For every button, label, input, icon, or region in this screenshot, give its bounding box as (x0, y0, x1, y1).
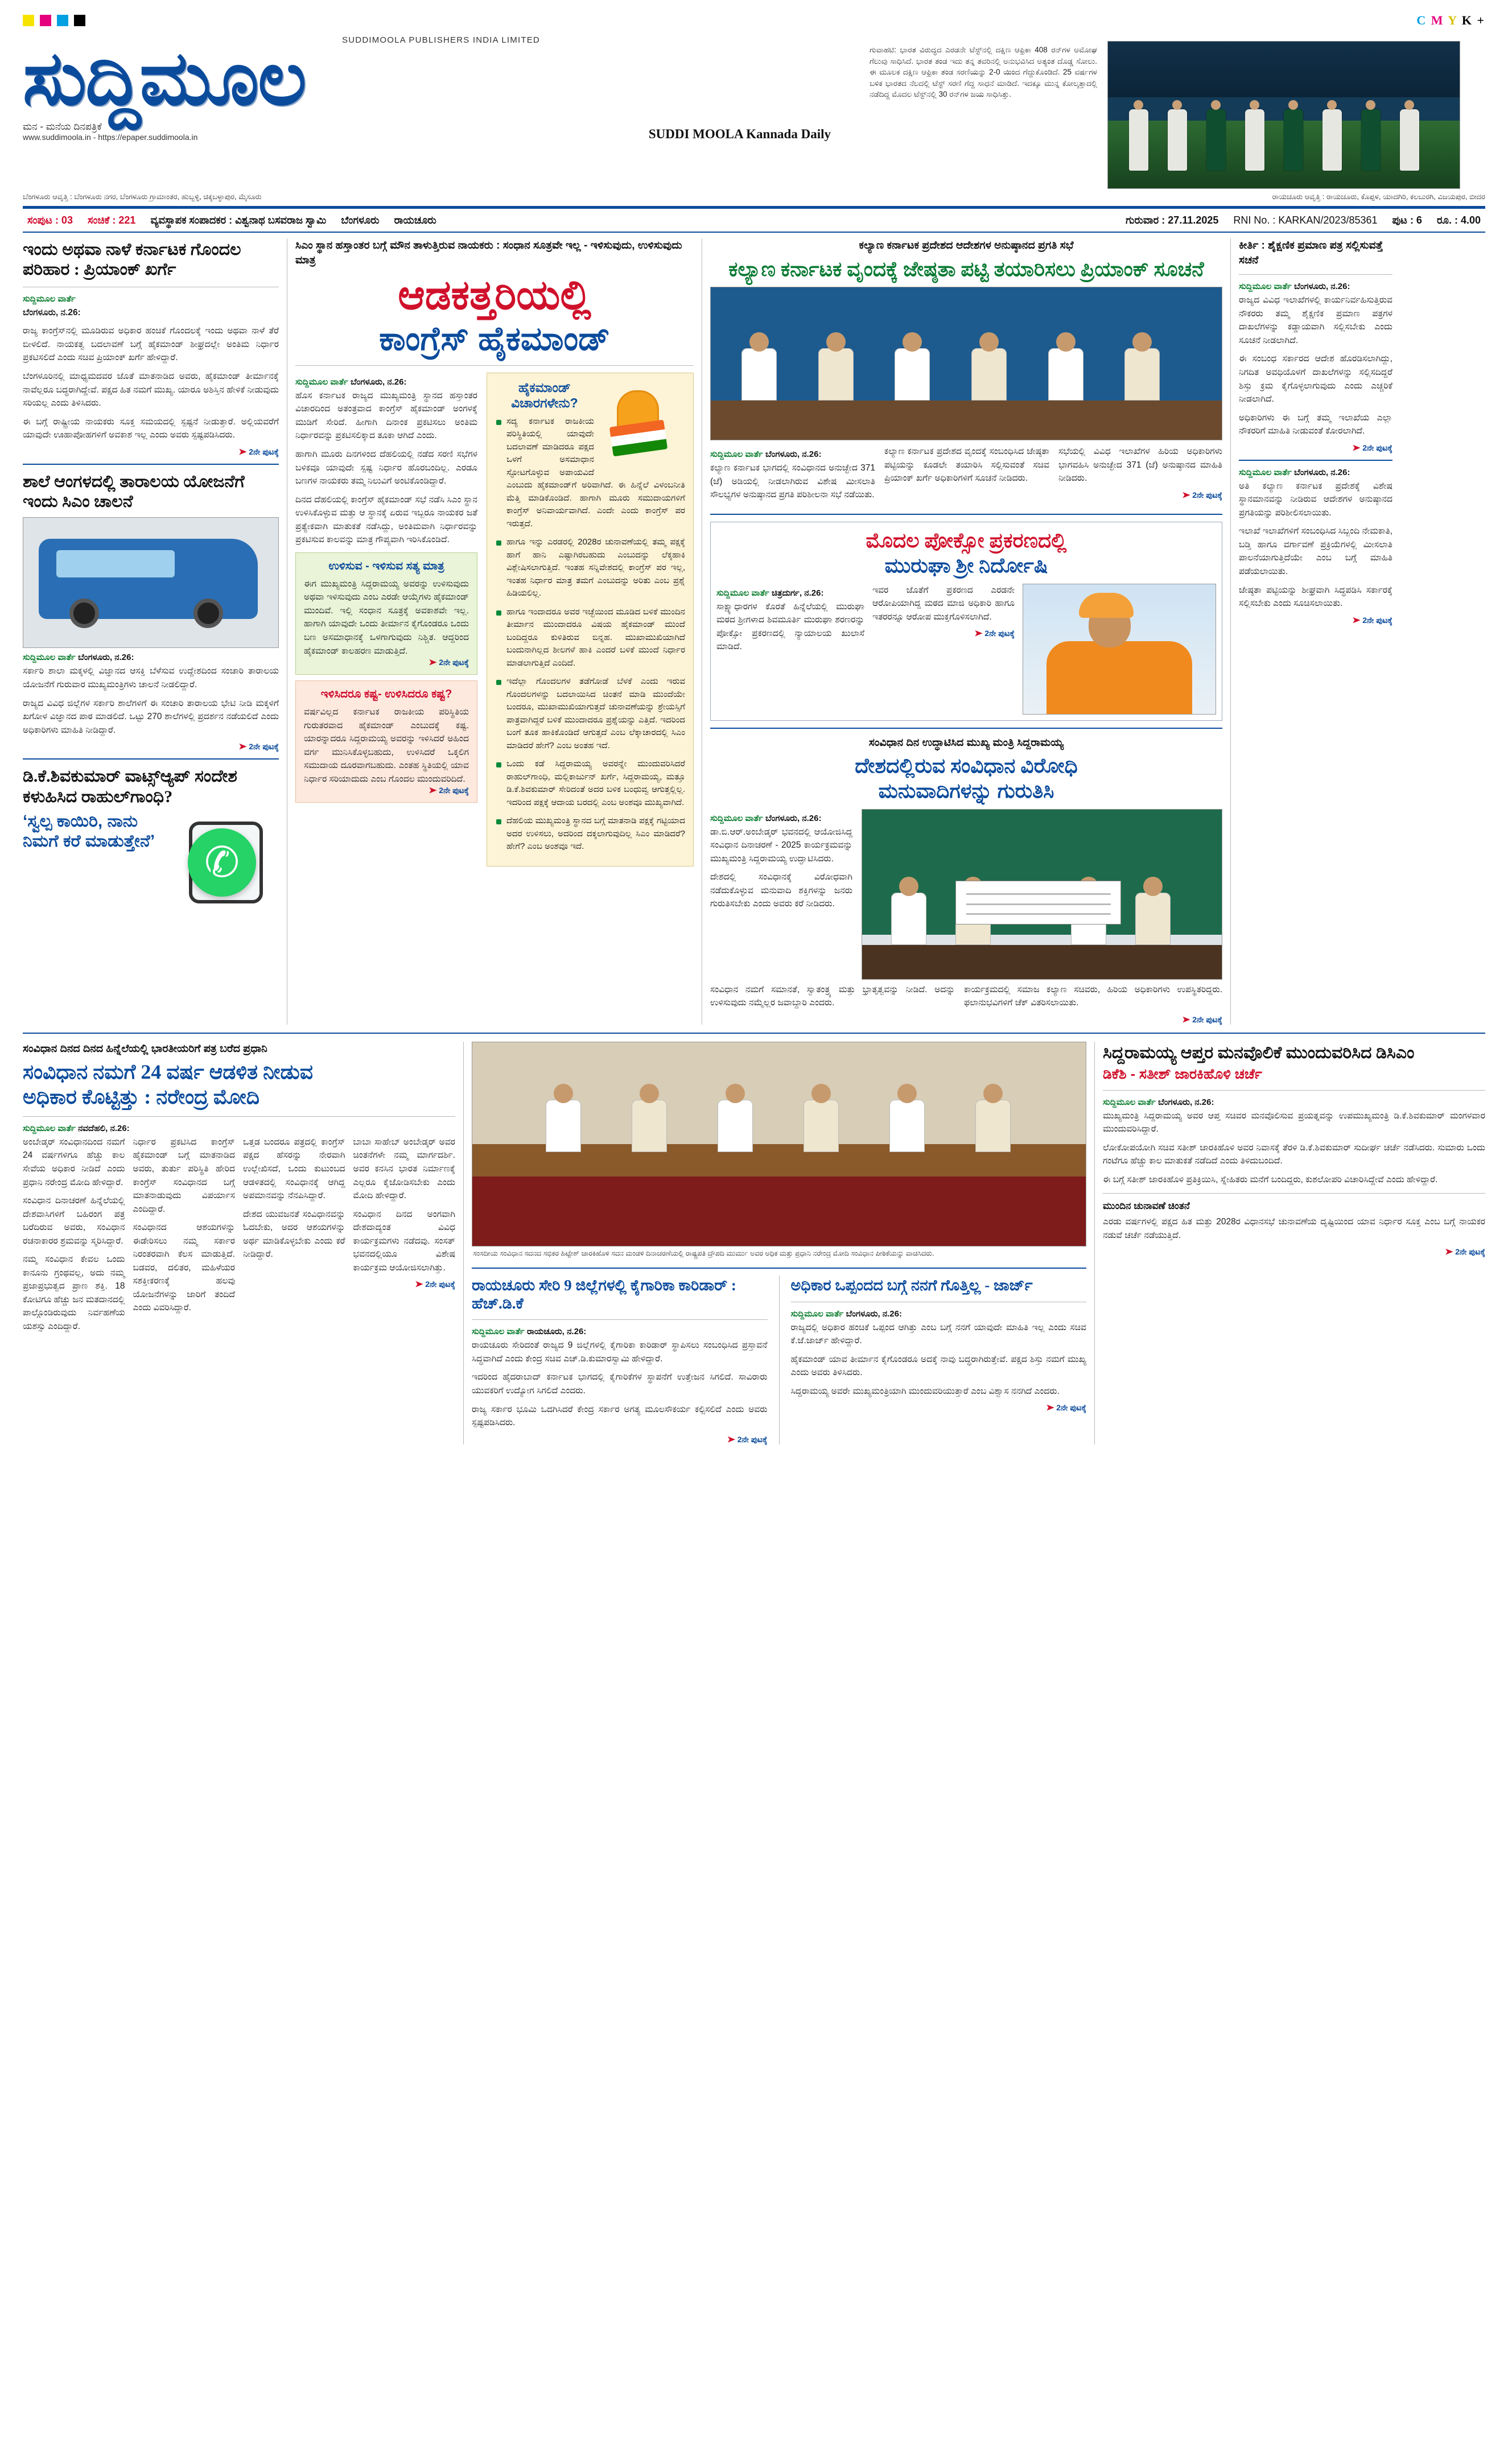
subheadline: ಡಿಕೆಶಿ - ಸತೀಶ್ ಜಾರಕಿಹೊಳಿ ಚರ್ಚೆ (1103, 1066, 1262, 1083)
paragraph: ಕಲ್ಯಾಣ ಕರ್ನಾಟಕ ಭಾಗದಲ್ಲಿ ಸಂವಿಧಾನದ ಅನುಚ್ಛೇದ 371 (ಜೆ) ಅಡಿಯಲ್ಲಿ ನೀಡಲಾಗಿರುವ ವಿಶೇಷ ಮೀಸಲಾತಿ ಸೌಲಭ್ಯಗಳ ಅನುಷ್ಠಾನದ ಪ್ರಗತಿ ಪರಿಶೀಲನಾ ಸಭೆ ನಡೆಯಿತು. (710, 463, 875, 500)
headline-line2: ಮನುವಾದಿಗಳನ್ನು ಗುರುತಿಸಿ (878, 779, 1054, 802)
dateline: ಬೆಂಗಳೂರು, ನ.26: (23, 307, 81, 317)
issue-date: ಗುರುವಾರ : 27.11.2025 (1126, 214, 1219, 226)
box-ilisidaru-kashta (295, 680, 477, 803)
cmyk-label (1416, 13, 1485, 28)
story-dks-persuasion (1103, 1042, 1485, 1444)
volume-label: ಸಂಪುಟ : 03 (27, 214, 73, 226)
continue-link[interactable]: ➤ 2ನೇ ಪುಟಕ್ಕೆ (1046, 1403, 1086, 1413)
column-2-lead (295, 238, 694, 1025)
paragraph: ಸಂವಿಧಾನ ನಮಗೆ ಸಮಾನತೆ, ಸ್ವಾತಂತ್ರ್ಯ ಮತ್ತು ಭ್ರಾತೃತ್ವವನ್ನು ನೀಡಿದೆ. ಅದನ್ನು ಉಳಿಸುವುದು ನಮ್ಮೆಲ್ಲರ ಜವಾಬ್ದಾರಿ ಎಂದರು. (710, 984, 955, 1008)
masthead-side-story: ಗುವಾಹಟಿ: ಭಾರತ ವಿರುದ್ಧದ ಎರಡನೇ ಟೆಸ್ಟ್‌ನಲ್ಲಿ ದಕ್ಷಿಣ ಆಫ್ರಿಕಾ 408 ರನ್‌ಗಳ ಅಮೋಘ ಗೆಲುವು ಸಾಧಿಸಿದೆ. ಭಾರತ ತಂಡ ಇದು ತನ್ನ ತವರಿನಲ್ಲಿ ಅನುಭವಿಸಿದ ಅತ್ಯಂತ ದೊಡ್ಡ ಸೋಲು. ಈ ಮೂಲಕ ದಕ್ಷಿಣ ಆಫ್ರಿಕಾ ತಂಡ ಸರಣಿಯನ್ನು 2-0 ಯಿಂದ ಗೆದ್ದುಕೊಂಡಿದೆ. 25 ವರ್ಷಗಳ ಬಳಿಕ ಭಾರತದ ನೆಲದಲ್ಲಿ ಟೆಸ್ಟ್ ಸರಣಿ ಗೆದ್ದ ಸಾಧನೆ ಮಾಡಿದೆ. ಇದಕ್ಕೂ ಮುನ್ನ ಕೋಲ್ಕತ್ತಾದಲ್ಲಿ ನಡೆದಿದ್ದ ಮೊದಲ ಟೆಸ್ಟ್‌ನಲ್ಲಿ 30 ರನ್‌ಗಳ ಜಯ ಸಾಧಿಸಿತ್ತು. (870, 46, 1097, 99)
headline: ಅಧಿಕಾರ ಒಪ್ಪಂದದ ಬಗ್ಗೆ ನನಗೆ ಗೊತ್ತಿಲ್ಲ - ಜಾರ್ಜ್ (790, 1276, 1033, 1294)
photo-person (818, 348, 854, 401)
box-text: ವರ್ಷವಿಲ್ಲದ ಕರ್ನಾಟಕ ರಾಜಕೀಯ ಪರಿಸ್ಥಿತಿಯ ಗುರುತರವಾದ ಹೈಕಮಾಂಡ್ ಎಂಬುದಕ್ಕೆ ಕಷ್ಟ. ಯಾರನ್ನಾದರೂ ಸಿದ್ದರಾಮಯ್ಯ ಅವರನ್ನು ಇಳಿಸಿದರೆ ಅಹಿಂದ ವರ್ಗ ಮುನಿಸಿಕೊಳ್ಳಬಹುದು, ಉಳಿಸಿದರೆ ಒಕ್ಕಲಿಗ ಸಮುದಾಯ ದೂರವಾಗಬಹುದು. ಎಂತಹ ಸ್ಥಿತಿಯಲ್ಲಿ ಯಾವ ನಿರ್ಧಾರ ಸರಿಯಾದುದು ಎಂಬ ಗೊಂದಲ ಮುಂದುವರಿದಿದೆ. (304, 707, 469, 784)
text-col (23, 1136, 125, 1339)
reg-mark-cyan (57, 15, 68, 26)
headline-line2: ಅಧಿಕಾರ ಕೊಟ್ಟಿತ್ತು : ನರೇಂದ್ರ ಮೋದಿ (23, 1086, 260, 1109)
story-priyank-gondala (23, 240, 279, 457)
headline-line1: ಮೊದಲ ಪೋಕ್ಸೋ ಪ್ರಕರಣದಲ್ಲಿ (866, 529, 1067, 552)
lead-headline-line2: ಕಾಂಗ್ರೆಸ್ ಹೈಕಮಾಂಡ್ (379, 320, 610, 358)
story-kalyana-karnataka (710, 238, 1222, 507)
text-col (133, 1136, 236, 1339)
kicker: ಕಲ್ಯಾಣ ಕರ್ನಾಟಕ ಪ್ರದೇಶದ ಆದೇಶಗಳ ಅನುಷ್ಠಾನದ ಪ್ರಗತಿ ಸಭೆ (859, 240, 1074, 251)
photo-player (1361, 109, 1381, 171)
photo-player (1284, 109, 1303, 171)
photo-person (741, 348, 777, 401)
headline-line1: ದೇಶದಲ್ಲಿರುವ ಸಂವಿಧಾನ ವಿರೋಧಿ (855, 754, 1078, 778)
van-window (56, 550, 175, 577)
continue-link[interactable]: ➤ 2ನೇ ಪುಟಕ್ಕೆ (975, 629, 1015, 638)
masthead-english-name: SUDDI MOOLA Kannada Daily (648, 127, 831, 141)
paragraph: ಜೇಷ್ಠತಾ ಪಟ್ಟಿಯನ್ನು ಶೀಘ್ರವಾಗಿ ಸಿದ್ಧಪಡಿಸಿ ಸರ್ಕಾರಕ್ಕೆ ಸಲ್ಲಿಸಬೇಕು ಎಂದು ಸೂಚಿಸಲಾಯಿತು. (1239, 585, 1392, 609)
headline: ಸಿದ್ದರಾಮಯ್ಯ ಆಪ್ತರ ಮನವೊಲಿಕೆ ಮುಂದುವರಿಸಿದ ಡಿಸಿಎಂ (1103, 1043, 1415, 1062)
kicker: ಸಂವಿಧಾನ ದಿನ ಉದ್ಧಾಟಿಸಿದ ಮುಖ್ಯ ಮಂತ್ರಿ ಸಿದ್ದರಾಮಯ್ಯ (868, 736, 1064, 749)
photo-stage (862, 945, 1222, 979)
swamiji-portrait (1023, 584, 1216, 714)
paragraph: ರಾಜ್ಯದ ವಿವಿಧ ಇಲಾಖೆಗಳಲ್ಲಿ ಕಾರ್ಯನಿರ್ವಹಿಸುತ್ತಿರುವ ನೌಕರರು ತಮ್ಮ ಶೈಕ್ಷಣಿಕ ಪ್ರಮಾಣ ಪತ್ರಗಳ ದಾಖಲೆಗಳನ್ನು ಕಡ್ಡಾಯವಾಗಿ ಸಲ್ಲಿಸಬೇಕು ಎಂದು ಸೂಚನೆ ನೀಡಲಾಗಿದೆ. (1239, 295, 1392, 345)
continue-link[interactable]: ➤ 2ನೇ ಪುಟಕ್ಕೆ (727, 1434, 768, 1444)
photo-person (718, 1100, 753, 1152)
story-mobile-planetarium (23, 472, 279, 752)
cmyk-k: K (1461, 13, 1473, 27)
paragraph: ಈ ಸಂಬಂಧ ಸರ್ಕಾರದ ಆದೇಶ ಹೊರಡಿಸಲಾಗಿದ್ದು, ನಿಗದಿತ ಅವಧಿಯೊಳಗೆ ದಾಖಲೆಗಳನ್ನು ಸಲ್ಲಿಸದಿದ್ದರೆ ಶಿಸ್ತು ಕ್ರಮ ಕೈಗೊಳ್ಳಲಾಗುವುದು ಎಂದು ಎಚ್ಚರಿಕೆ ನೀಡಲಾಗಿದೆ. (1239, 354, 1392, 405)
cmyk-m: M (1431, 13, 1444, 27)
newspaper-logo: ಸುದ್ದಿಮೂಲ (23, 37, 306, 121)
box-ulisuva-ilisuva (295, 552, 477, 675)
byline: ಸುದ್ದಿಮೂಲ ವಾರ್ತೆ ಬೆಂಗಳೂರು, ನ.26: (1239, 467, 1350, 477)
continue-link[interactable]: ➤ 2ನೇ ಪುಟಕ್ಕೆ (415, 1280, 455, 1289)
van-wheel (69, 599, 99, 628)
edition-left: ಬೆಂಗಳೂರು ಆವೃತ್ತಿ : ಬೆಂಗಳೂರು ನಗರ, ಬೆಂಗಳೂರು ಗ್ರಾಮಾಂತರ, ಹುಬ್ಬಳ್ಳಿ, ಚಿಕ್ಕಬಳ್ಳಾಪುರ, ಮೈಸೂರು (23, 192, 262, 201)
headline: ರಾಯಚೂರು ಸೇರಿ 9 ಜಿಲ್ಲೆಗಳಲ್ಲಿ ಕೈಗಾರಿಕಾ ಕಾರಿಡಾರ್ : ಹೆಚ್.ಡಿ.ಕೆ (472, 1276, 736, 1312)
paragraph (23, 306, 279, 320)
masthead-logo-block (23, 35, 859, 142)
paragraph: ಸಿದ್ದರಾಮಯ್ಯ ಅವರೇ ಮುಖ್ಯಮಂತ್ರಿಯಾಗಿ ಮುಂದುವರಿಯುತ್ತಾರೆ ಎಂಬ ವಿಶ್ವಾಸ ನನಗಿದೆ ಎಂದರು. (790, 1386, 1060, 1396)
byline: ಸುದ್ದಿಮೂಲ ವಾರ್ತೆ ಬೆಂಗಳೂರು, ನ.26: (23, 653, 134, 663)
paragraph: ಇದರಿಂದ ಹೈದರಾಬಾದ್ ಕರ್ನಾಟಕ ಭಾಗದಲ್ಲಿ ಕೈಗಾರಿಕೆಗಳ ಸ್ಥಾಪನೆಗೆ ಉತ್ತೇಜನ ಸಿಗಲಿದೆ. ಸಾವಿರಾರು ಯುವಕರಿಗೆ ಉದ್ಯೋಗ ಸಿಗಲಿದೆ ಎಂದರು. (472, 1372, 768, 1396)
paragraph: ರಾಜ್ಯದ ವಿವಿಧ ಜಿಲ್ಲೆಗಳ ಸರ್ಕಾರಿ ಶಾಲೆಗಳಿಗೆ ಈ ಸಂಚಾರಿ ತಾರಾಲಯ ಭೇಟಿ ನೀಡಿ ಮಕ್ಕಳಿಗೆ ಖಗೋಳ ವಿಜ್ಞಾನದ ಪಾಠ ಮಾಡಲಿದೆ. ಒಟ್ಟು 270 ಶಾಲೆಗಳಲ್ಲಿ ಪ್ರದರ್ಶನ ನಡೆಯಲಿದೆ ಎಂದು ಅಧಿಕಾರಿಗಳು ಮಾಹಿತಿ ನೀಡಿದ್ದಾರೆ. (23, 698, 279, 735)
continue-link[interactable]: ➤ 2ನೇ ಪುಟಕ್ಕೆ (1353, 615, 1392, 625)
byline: ಸುದ್ದಿಮೂಲ ವಾರ್ತೆ ಬೆಂಗಳೂರು, ನ.26: (1103, 1097, 1214, 1107)
turban (1079, 593, 1134, 618)
masthead-website[interactable]: www.suddimoola.in - https://epaper.suddimoola.in (23, 133, 198, 142)
paragraph: ದೇಶದ ಯುವಜನತೆ ಸಂವಿಧಾನವನ್ನು ಓದಬೇಕು, ಅದರ ಆಶಯಗಳನ್ನು ಅರ್ಥ ಮಾಡಿಕೊಳ್ಳಬೇಕು ಎಂದು ಕರೆ ನೀಡಿದ್ದಾರೆ. (243, 1209, 345, 1260)
reg-mark-magenta (40, 15, 51, 26)
reg-mark-black (74, 15, 85, 26)
headline-line2: ಮುರುಘಾ ಶ್ರೀ ನಿರ್ದೋಷಿ (884, 554, 1048, 577)
van-body (39, 539, 258, 619)
story-george-no-agreement (791, 1276, 1087, 1444)
photo-seats (472, 1177, 1086, 1246)
print-registration-strip (19, 0, 1489, 33)
paragraph: ರಾಜ್ಯ ಸರ್ಕಾರ ಭೂಮಿ ಒದಗಿಸಿದರೆ ಕೇಂದ್ರ ಸರ್ಕಾರ ಅಗತ್ಯ ಮೂಲಸೌಕರ್ಯ ಕಲ್ಪಿಸಲಿದೆ ಎಂದು ಅವರು ಸ್ಪಷ್ಟಪಡಿಸಿದರು. (472, 1404, 768, 1428)
cmyk-c: C (1416, 13, 1427, 27)
paragraph: ಅಂಬೇಡ್ಕರ್ ಸಂವಿಧಾನದಿಂದ ನಮಗೆ 24 ವರ್ಷಗಳಿಗೂ ಹೆಚ್ಚು ಕಾಲ ಸೇವೆಯ ಅಧಿಕಾರ ನೀಡಿದೆ ಎಂದು ಪ್ರಧಾನಿ ನರೇಂದ್ರ ಮೋದಿ ಹೇಳಿದ್ದಾರೆ. (23, 1137, 125, 1187)
list-item: ದೆಹಲಿಯ ಮುಖ್ಯಮಂತ್ರಿ ಸ್ಥಾನದ ಬಗ್ಗೆ ಮಾತನಾಡಿ ಪಕ್ಷಕ್ಕೆ ಗಟ್ಟಿಯಾದ ಅದರ ಉಳಿಸಲು, ಅದರಿಂದ ದಕ್ಕಲಾಗುವುದಿಲ್ಲ ಸಿಎಂ ಮಾಡಿದರೆ? ಹೇಗೆ? ಎಂಬ ಅಂಶವೂ ಇದೆ. (495, 815, 685, 853)
parliament-photo (472, 1042, 1086, 1247)
bottom-middle (472, 1042, 1086, 1444)
photo-player (1245, 109, 1264, 171)
list-item: ಹಾಗೂ ಇಂದಾದರೂ ಅವರ ಇಚ್ಛೆಯಿಂದ ಮೂಡಿದ ಬಳಿಕೆ ಮುಂದಿನ ತೀರ್ಮಾನ ಮುಂದಾದರೂ ವಿಷಯ ಹೈಕಮಾಂಡ್ ಮುಂದೆ ಬಂದಿದ್ದರೂ ಕುಳಿತಿರುವ ಬಿನ್ನಹ. ಮುಖಾಮುಖಿಯಾಗಿದೆ ಬಂದುನಾಗಿಲ್ಲದ ಶೀಲಗಳೆ ಹಾಕಿ ಎಂದರೆ ಬಳಿಕೆ ಮುಂದೆ ನಿರ್ಧಾರ ಮಾಡಲಾಗುತ್ತಿದೆ ಎಂದಿದೆ. (495, 606, 685, 670)
paragraph: ಸಭೆಯಲ್ಲಿ ವಿವಿಧ ಇಲಾಖೆಗಳ ಹಿರಿಯ ಅಧಿಕಾರಿಗಳು ಭಾಗವಹಿಸಿ ಅನುಚ್ಛೇದ 371 (ಜೆ) ಅನುಷ್ಠಾನದ ಮಾಹಿತಿ ನೀಡಿದರು. (1058, 447, 1222, 484)
byline: ಸುದ್ದಿಮೂಲ ವಾರ್ತೆ ಬೆಂಗಳೂರು, ನ.26: (790, 1309, 902, 1319)
pull-quote: ‘ಸ್ವಲ್ಪ ಕಾಯಿರಿ, ನಾನು ನಿಮಗೆ ಕರೆ ಮಾಡುತ್ತೇನೆ’ (23, 812, 155, 851)
byline (23, 294, 279, 304)
byline: ಸುದ್ದಿಮೂಲ ವಾರ್ತೆ ಚಿತ್ರದುರ್ಗ, ನ.26: (716, 588, 824, 598)
box-highcommand-reasons (487, 373, 694, 866)
issue-info-bar (23, 208, 1485, 233)
editor-label: ವ್ಯವಸ್ಥಾಪಕ ಸಂಪಾದಕರ : ವಿಶ್ವನಾಥ ಬಸವರಾಜ ಸ್ವಾಮಿ (150, 214, 327, 226)
photo-person (895, 348, 930, 401)
continue-link[interactable]: ➤ 2ನೇ ಪುಟಕ್ಕೆ (1182, 1014, 1222, 1024)
text-col (243, 1136, 345, 1339)
paragraph: ಮುಖ್ಯಮಂತ್ರಿ ಸಿದ್ದರಾಮಯ್ಯ ಅವರ ಆಪ್ತ ಸಚಿವರ ಮನವೊಲಿಸುವ ಪ್ರಯತ್ನವನ್ನು ಉಪಮುಖ್ಯಮಂತ್ರಿ ಡಿ.ಕೆ.ಶಿವಕುಮಾರ್ ಮಂಗಳವಾರ ಮುಂದುವರಿಸಿದ್ದಾರೆ. (1103, 1111, 1485, 1134)
byline: ಸುದ್ದಿಮೂಲ ವಾರ್ತೆ ಬೆಂಗಳೂರು, ನ.26: (710, 813, 822, 823)
list-item: ಹಾಗೂ ಇನ್ನು ಎರಡರಲ್ಲಿ 2028ರ ಚುನಾವಣೆಯಲ್ಲಿ ತಮ್ಮ ಪಕ್ಷಕ್ಕೆ ಹಾಗೆ ಹಾನಿ ಎಷ್ಟಾಗಿರಬಹುದು ಎಂಬುದನ್ನು ಲೆಕ್ಕಹಾಕಿ ವಿಶ್ಲೇಷಿಸಲಾಗುತ್ತಿದೆ. ಇಂತಹ ಸನ್ನಿವೇಶದಲ್ಲಿ ಕಾಂಗ್ರೆಸ್ ಪರ ಇಲ್ಲ, ಇಂತಹ ನಿರ್ಧಾರ ಮಾತ್ರ ತಮಗೆ ಎಂಬುದನ್ನು ಅರಿತು ಎಂಬ ಪ್ರಶ್ನೆ ಹಿಡಿಯಲಿಲ್ಲ. (495, 536, 685, 600)
whatsapp-illustration (165, 811, 279, 914)
lead-headline-line1: ಆಡಕತ್ತರಿಯಲ್ಲಿ (398, 273, 591, 319)
continue-link[interactable]: ➤ 2ನೇ ಪುಟಕ್ಕೆ (239, 447, 279, 456)
headline-line1: ಸಂವಿಧಾನ ನಮಗೆ 24 ವರ್ಷ ಆಡಳಿತ ನೀಡುವ (23, 1060, 313, 1084)
paragraph: ರಾಯಚೂರು ಸೇರಿದಂತೆ ರಾಜ್ಯದ 9 ಜಿಲ್ಲೆಗಳಲ್ಲಿ ಕೈಗಾರಿಕಾ ಕಾರಿಡಾರ್ ಸ್ಥಾಪಿಸಲು ಸಂಬಂಧಿಸಿದ ಪ್ರಸ್ತಾವನೆ ಸಿದ್ಧವಾಗಿದೆ ಎಂದು ಕೇಂದ್ರ ಸಚಿವ ಎಚ್.ಡಿ.ಕುಮಾರಸ್ವಾಮಿ ಹೇಳಿದ್ದಾರೆ. (472, 1340, 768, 1364)
van-wheel (193, 599, 223, 628)
lead-kicker: ಸಿಎಂ ಸ್ಥಾನ ಹಸ್ತಾಂತರ ಬಗ್ಗೆ ಮೌನ ತಾಳುತ್ತಿರುವ ನಾಯಕರು : ಸಂಧಾನ ಸೂತ್ರವೇ ಇಲ್ಲ - ಇಳಿಸುವುದು, ಉಳಿಸುವುದು ಮಾತ್ರ (295, 240, 682, 266)
paragraph: ಬೆಂಗಳೂರಿನಲ್ಲಿ ಮಾಧ್ಯಮದವರ ಜೊತೆ ಮಾತನಾಡಿದ ಅವರು, ಹೈಕಮಾಂಡ್ ತೀರ್ಮಾನಕ್ಕೆ ನಾವೆಲ್ಲರೂ ಬದ್ಧರಾಗಿದ್ದೇವೆ. ಪಕ್ಷದ ಹಿತ ನಮಗೆ ಮುಖ್ಯ. ಯಾರೂ ಅಶಿಸ್ತಿನ ಹೇಳಿಕೆ ನೀಡುವುದು ಸರಿಯಲ್ಲ ಎಂದು ತಿಳಿಸಿದರು. (23, 371, 279, 408)
byline: ಸುದ್ದಿಮೂಲ ವಾರ್ತೆ ರಾಯಚೂರು, ನ.26: (472, 1327, 587, 1337)
paragraph: ಲೋಕೋಪಯೋಗಿ ಸಚಿವ ಸತೀಶ್ ಜಾರಕಿಹೊಳಿ ಅವರ ನಿವಾಸಕ್ಕೆ ತೆರಳಿ ಡಿ.ಕೆ.ಶಿವಕುಮಾರ್ ಸುದೀರ್ಘ ಚರ್ಚೆ ನಡೆಸಿದರು. ಸುಮಾರು ಒಂದು ಗಂಟೆಗೂ ಹೆಚ್ಚು ಕಾಲ ಮಾತುಕತೆ ನಡೆದಿದೆ ಎಂದು ತಿಳಿದುಬಂದಿದೆ. (1103, 1142, 1485, 1166)
paragraph: ಹೈಕಮಾಂಡ್ ಯಾವ ತೀರ್ಮಾನ ಕೈಗೊಂಡರೂ ಅದಕ್ಕೆ ನಾವು ಬದ್ಧರಾಗಿರುತ್ತೇವೆ. ಪಕ್ಷದ ಶಿಸ್ತು ನಮಗೆ ಮುಖ್ಯ ಎಂದು ಅವರು ತಿಳಿಸಿದರು. (790, 1354, 1086, 1378)
cmyk-y: Y (1448, 13, 1458, 27)
city-bengaluru: ಬೆಂಗಳೂರು (341, 214, 380, 226)
reg-mark-yellow (23, 15, 34, 26)
photo-crowd (1108, 42, 1460, 100)
paragraph: ಹಾಗಾಗಿ ಮೂರು ದಿನಗಳಿಂದ ದೆಹಲಿಯಲ್ಲಿ ನಡೆದ ಸರಣಿ ಸಭೆಗಳ ಬಳಿಕವೂ ಯಾವುದೇ ಸ್ಪಷ್ಟ ನಿರ್ಧಾರ ಹೊರಬಂದಿಲ್ಲ. ಎರಡೂ ಬಣಗಳ ನಾಯಕರು ತಮ್ಮ ನಿಲುವಿಗೆ ಅಂಟಿಕೊಂಡಿದ್ದಾರೆ. (295, 449, 477, 486)
headline: ಡಿ.ಕೆ.ಶಿವಕುಮಾರ್ ವಾಟ್ಸ್‌ಆ್ಯಪ್ ಸಂದೇಶ ಕಳುಹಿಸಿದ ರಾಹುಲ್‌ಗಾಂಧಿ? (23, 767, 237, 806)
paragraph: ಸಂವಿಧಾನ ದಿನದ ಅಂಗವಾಗಿ ದೇಶದಾದ್ಯಂತ ವಿವಿಧ ಕಾರ್ಯಕ್ರಮಗಳು ನಡೆದವು. ಸಂಸತ್ ಭವನದಲ್ಲಿಯೂ ವಿಶೇಷ ಕಾರ್ಯಕ್ರಮ ಆಯೋಜಿಸಲಾಗಿತ್ತು. (353, 1209, 455, 1273)
paragraph: ದಿನದ ದೆಹಲಿಯಲ್ಲಿ ಕಾಂಗ್ರೆಸ್ ಹೈಕಮಾಂಡ್ ಸಭೆ ನಡೆಸಿ ಸಿಎಂ ಸ್ಥಾನ ಉಳಿಸಿಕೊಳ್ಳುವ ಮತ್ತು ಆ ಸ್ಥಾನಕ್ಕೆ ಏರುವ ಇಬ್ಬರೂ ನಾಯಕರ ಜತೆ ಪ್ರತ್ಯೇಕವಾಗಿ ಮಾತುಕತೆ ನಡೆಸಿದ್ದು, ಅಂತಿಮವಾಗಿ ನಿರ್ಧಾರವನ್ನು ಪ್ರಕಟಿಸುವ ಕಾಲವನ್ನು ಮಾತ್ರ ಗೌಪ್ಯವಾಗಿ ಇರಿಸಿಕೊಂಡಿದೆ. (295, 494, 477, 545)
paragraph: ಕಲ್ಯಾಣ ಕರ್ನಾಟಕ ಪ್ರದೇಶದ ವೃಂದಕ್ಕೆ ಸಂಬಂಧಿಸಿದ ಜೇಷ್ಠತಾ ಪಟ್ಟಿಯನ್ನು ಕೂಡಲೇ ತಯಾರಿಸಿ ಸಲ್ಲಿಸುವಂತೆ ಸಚಿವ ಪ್ರಿಯಾಂಕ್ ಖರ್ಗೆ ಅಧಿಕಾರಿಗಳಿಗೆ ಸೂಚನೆ ನೀಡಿದರು. (884, 447, 1049, 484)
paragraph: ಈ ಬಗ್ಗೆ ಸತೀಶ್ ಜಾರಕಿಹೊಳಿ ಪ್ರತಿಕ್ರಿಯಿಸಿ, ಸ್ನೇಹಿತರು ಮನೆಗೆ ಬಂದಿದ್ದರು, ಕುಶಲೋಪರಿ ವಿಚಾರಿಸಿದ್ದೇವೆ ಎಂದು ಹೇಳಿದ್ದಾರೆ. (1103, 1174, 1438, 1184)
photo-caption: ಸಂಸದೀಯ ಸಂವಿಧಾನ ಸದನದ ಸಭಿಕರ ಹಿಟ್ಟೇಶ್ ಜಾರಕಿಹೊಳಿ ಸದನ ಮಂಡಳಿ ದಿನಾಚರಣೆಯಲ್ಲಿ ರಾಷ್ಟ್ರಪತಿ ದ್ರೌಪದಿ ಮುರ್ಮು ಅವರ ಅಧಿಕ ಮತ್ತು ಪ್ರಧಾನಿ ನರೇಂದ್ರ ಮೋದಿ ಸಂವಿಧಾನ ಪೀಠಿಕೆಯನ್ನು ವಾಚಿಸಿದರು. (473, 1249, 934, 1257)
byline: ಸುದ್ದಿಮೂಲ ವಾರ್ತೆ ಬೆಂಗಳೂರು, ನ.26: (1239, 282, 1350, 292)
robe (1046, 641, 1193, 714)
byline: ಸುದ್ದಿಮೂಲ ವಾರ್ತೆ ಬೆಂಗಳೂರು, ನ.26: (295, 377, 407, 387)
photo-person (1135, 893, 1171, 945)
registration-marks (23, 15, 85, 26)
meeting-photo (710, 287, 1222, 440)
paragraph: ಸಂವಿಧಾನ ದಿನಾಚರಣೆ ಹಿನ್ನೆಲೆಯಲ್ಲಿ ದೇಶವಾಸಿಗಳಿಗೆ ಬಹಿರಂಗ ಪತ್ರ ಬರೆದಿರುವ ಅವರು, ಸಂವಿಧಾನ ರಚನಾಕಾರರ ಶ್ರಮವನ್ನು ಸ್ಮರಿಸಿದ್ದಾರೆ. (23, 1196, 125, 1246)
photo-player (1206, 109, 1226, 171)
paragraph: ರಾಜ್ಯ ಕಾಂಗ್ರೆಸ್‌ನಲ್ಲಿ ಮೂಡಿರುವ ಅಧಿಕಾರ ಹಂಚಿಕೆ ಗೊಂದಲಕ್ಕೆ ಇಂದು ಅಥವಾ ನಾಳೆ ತೆರೆ ಬೀಳಲಿದೆ. ನಾಯಕತ್ವ ಬದಲಾವಣೆ ಬಗ್ಗೆ ಹೈಕಮಾಂಡ್ ಶೀಘ್ರದಲ್ಲೇ ಅಂತಿಮ ನಿರ್ಧಾರ ಪ್ರಕಟಿಸಲಿದೆ ಎಂದು ಸಚಿವ ಪ್ರಿಯಾಂಕ್ ಖರ್ಗೆ ಹೇಳಿದ್ದಾರೆ. (23, 326, 279, 363)
paragraph: ಒತ್ತಡ ಬಂದರೂ ಪತ್ರದಲ್ಲಿ ಕಾಂಗ್ರೆಸ್ ಪಕ್ಷದ ಹೆಸರನ್ನು ನೇರವಾಗಿ ಉಲ್ಲೇಖಿಸದೆ, ಒಂದು ಕುಟುಂಬದ ಆಡಳಿತದಲ್ಲಿ ಸಂವಿಧಾನಕ್ಕೆ ಆಗಿದ್ದ ಅಪಮಾನವನ್ನು ನೆನಪಿಸಿದ್ದಾರೆ. (243, 1137, 345, 1201)
photo-person (975, 1100, 1011, 1152)
cmyk-plus: + (1477, 13, 1485, 27)
column-4 (1239, 238, 1392, 1025)
paragraph: ಇಲಾಖೆ ಇಲಾಖೆಗಳಿಗೆ ಸಂಬಂಧಿಸಿದ ಸಿಬ್ಬಂದಿ ನೇಮಕಾತಿ, ಬಡ್ತಿ ಹಾಗೂ ವರ್ಗಾವಣೆ ಪ್ರಕ್ರಿಯೆಗಳಲ್ಲಿ ಮೀಸಲಾತಿ ಪಾಲನೆಯಾಗುತ್ತಿದೆಯೇ ಎಂಬ ಬಗ್ಗೆ ಮಾಹಿತಿ ಪಡೆಯಲಾಯಿತು. (1239, 526, 1392, 577)
continue-link[interactable]: ➤ 2ನೇ ಪುಟಕ್ಕೆ (1182, 490, 1222, 500)
paragraph: ಕಾರ್ಯಕ್ರಮದಲ್ಲಿ ಸಮಾಜ ಕಲ್ಯಾಣ ಸಚಿವರು, ಹಿರಿಯ ಅಧಿಕಾರಿಗಳು ಉಪಸ್ಥಿತರಿದ್ದರು. ಫಲಾನುಭವಿಗಳಿಗೆ ಚೆಕ್ ವಿತರಿಸಲಾಯಿತು. (964, 984, 1222, 1008)
list-item: ಇದೆಲ್ಲಾ ಗೊಂದಲಗಳ ತಡೆಗೋಡೆ ಬೆಳಕೆ ಎಂದು ಇರುವ ಗೊಂದಲಗಳನ್ನು ಬದಲಾಯಿಸಿದ ಚಿಂತನೆ ಮಾಡಿ ಮುಂದೆಯೇ ಬಂದರೂ, ಮುಖಾಮುಖಿಯಾಗುತ್ತದೆ ಚುನಾವಣೆಯನ್ನು ಶ್ರೇಯಸ್ಸಿಗೆ ಪಾತ್ರವಾಗಿದ್ದರೆ ಬಳಿಕೆ ಮುಂದಾದರೂ ಪ್ರಶ್ನೆಯನ್ನು ಎತ್ತಿದೆ. ಇದರಿಂದ ಬಂಗೆ ತೂಕ ಹಾಕಿಕೊಂಡಿದೆ ಆಗುತ್ತದೆ ಎಂಬ ಲೆಕ್ಕಾಚಾರದಲ್ಲಿ ಸಿಎಂ ಮಾಡಿದರೆ ಹೇಗೆ? ಎಂಬ ಅಂತಹ ಇದೆ. (495, 675, 685, 752)
photo-person (1048, 348, 1083, 401)
paragraph: ನಮ್ಮ ಸಂವಿಧಾನ ಕೇವಲ ಒಂದು ಕಾನೂನು ಗ್ರಂಥವಲ್ಲ, ಅದು ನಮ್ಮ ಪ್ರಜಾಪ್ರಭುತ್ವದ ಪ್ರಾಣ ಶಕ್ತಿ. 18 ಕೋಟಿಗೂ ಹೆಚ್ಚು ಜನ ಮತದಾನದಲ್ಲಿ ಪಾಲ್ಗೊಂಡಿರುವುದು ನಿರ್ವಹಣೆಯ ಯಶಸ್ಸು ಎಂದಿದ್ದಾರೆ. (23, 1254, 125, 1332)
continue-link[interactable]: ➤ 2ನೇ ಪುಟಕ್ಕೆ (239, 742, 279, 752)
kicker: ಕೀರ್ತಿ : ಶೈಕ್ಷಣಿಕ ಪ್ರಮಾಣ ಪತ್ರ ಸಲ್ಲಿಸುವತ್ತೆ ಸಚನೆ (1239, 240, 1383, 266)
photo-person (1124, 348, 1160, 401)
continue-link[interactable]: ➤ 2ನೇ ಪುಟಕ್ಕೆ (1445, 1247, 1485, 1257)
paragraph: ರಾಜ್ಯದಲ್ಲಿ ಅಧಿಕಾರ ಹಂಚಿಕೆ ಒಪ್ಪಂದ ಆಗಿತ್ತು ಎಂಬ ಬಗ್ಗೆ ನನಗೆ ಯಾವುದೇ ಮಾಹಿತಿ ಇಲ್ಲ ಎಂದು ಸಚಿವ ಕೆ.ಜೆ.ಜಾರ್ಜ್ ಹೇಳಿದ್ದಾರೆ. (790, 1322, 1086, 1346)
paragraph: ಅಧಿಕಾರಿಗಳು ಈ ಬಗ್ಗೆ ತಮ್ಮ ಇಲಾಖೆಯ ಎಲ್ಲಾ ನೌಕರರಿಗೆ ಮಾಹಿತಿ ನೀಡುವಂತೆ ಕೋರಲಾಗಿದೆ. (1239, 412, 1392, 436)
paragraph: ನಿರ್ಧಾರ ಪ್ರಕಟಿಸಿದ ಕಾಂಗ್ರೆಸ್ ಹೈಕಮಾಂಡ್ ಬಗ್ಗೆ ಮಾತನಾಡಿದ ಅವರು, ತುರ್ತು ಪರಿಸ್ಥಿತಿ ಹೇರಿದ ಕಾಂಗ್ರೆಸ್ ಸಂವಿಧಾನದ ಬಗ್ಗೆ ಮಾತನಾಡುವುದು ವಿಪರ್ಯಾಸ ಎಂದಿದ್ದಾರೆ. (133, 1137, 235, 1214)
edition-right: ರಾಯಚೂರು ಆವೃತ್ತಿ : ರಾಯಚೂರು, ಕೊಪ್ಪಳ, ಯಾದಗಿರಿ, ಕಲಬುರಗಿ, ವಿಜಯಪುರ, ಬೀದರ (1272, 192, 1485, 201)
rni-number: RNI No. : KARKAN/2023/85361 (1233, 214, 1378, 226)
paragraph: ಇವರ ಜೊತೆಗೆ ಪ್ರಕರಣದ ಎರಡನೇ ಆರೋಪಿಯಾಗಿದ್ದ ಮಠದ ಮಾಜಿ ಅಧಿಕಾರಿ ಹಾಗೂ ಇತರರನ್ನೂ ಆರೋಪ ಮುಕ್ತಗೊಳಿಸಲಾಗಿದೆ. (872, 585, 1015, 622)
photo-player (1400, 109, 1419, 171)
paragraph: ಅತಿ ಕಲ್ಯಾಣ ಕರ್ನಾಟಕ ಪ್ರದೇಶಕ್ಕೆ ವಿಶೇಷ ಸ್ಥಾನಮಾನವನ್ನು ನೀಡಿರುವ ಆದೇಶಗಳ ಅನುಷ್ಠಾನದ ಪ್ರಗತಿಯನ್ನು ಪರಿಶೀಲಿಸಲಾಯಿತು. (1239, 481, 1392, 518)
box-text: ಈಗ ಮುಖ್ಯಮಂತ್ರಿ ಸಿದ್ದರಾಮಯ್ಯ ಅವರನ್ನು ಉಳಿಸುವುದು ಅಥವಾ ಇಳಿಸುವುದು ಎಂಬ ಎರಡೇ ಆಯ್ಕೆಗಳು ಹೈಕಮಾಂಡ್ ಮುಂದಿವೆ. ಇಲ್ಲಿ ಸಂಧಾನ ಸೂತ್ರಕ್ಕೆ ಅವಕಾಶವೇ ಇಲ್ಲ. ಹಾಗಾಗಿ ಯಾವುದೇ ಒಂದು ತೀರ್ಮಾನ ಕೈಗೊಂಡರೂ ಒಂದು ಬಣ ಅಸಮಾಧಾನಕ್ಕೆ ಒಳಗಾಗುವುದು ನಿಶ್ಚಿತ. ಆದ್ದರಿಂದ ಹೈಕಮಾಂಡ್ ಕಾಲಹರಣ ಮಾಡುತ್ತಿದೆ. (304, 579, 469, 656)
paragraph: ಹೊಸ ಕರ್ನಾಟಕ ರಾಜ್ಯದ ಮುಖ್ಯಮಂತ್ರಿ ಸ್ಥಾನದ ಹಸ್ತಾಂತರ ವಿಚಾರದಿಂದ ಅತಂತ್ರವಾದ ಕಾಂಗ್ರೆಸ್ ಹೈಕಮಾಂಡ್ ಅಂಗಳಕ್ಕೆ ಮುಡಿಗೆ ಸೇರಿದೆ. ಹೀಗಾಗಿ ದಿನಾಂಕ ಪ್ರಕಟಿಸಲು ಅಂತಿಮ ನಿರ್ಧಾರವನ್ನು ಪ್ರಕಟಿಸಲಿಕ್ಕಾದ ತೂಕಾ ಆಗಿದೆ ಎಂದು. (295, 390, 477, 441)
masthead (19, 33, 1489, 189)
paragraph: ಸರ್ಕಾರಿ ಶಾಲಾ ಮಕ್ಕಳಲ್ಲಿ ವಿಜ್ಞಾನದ ಆಸಕ್ತಿ ಬೆಳೆಸುವ ಉದ್ದೇಶದಿಂದ ಸಂಚಾರಿ ತಾರಾಲಯ ಯೋಜನೆಗೆ ಗುರುವಾರ ಮುಖ್ಯಮಂತ್ರಿಗಳು ಚಾಲನೆ ನೀಡಲಿದ್ದಾರೆ. (23, 666, 279, 690)
ceremonial-cheque (955, 881, 1121, 924)
lead-box-right (487, 373, 694, 866)
continue-link[interactable]: ➤ 2ನೇ ಪುಟಕ್ಕೆ (429, 786, 469, 795)
photo-player (1168, 109, 1187, 171)
box-title: ಇಳಿಸಿದರೂ ಕಷ್ಟ- ಉಳಿಸಿದರೂ ಕಷ್ಟ? (320, 688, 452, 701)
paragraph: ಸಂವಿಧಾನದ ಆಶಯಗಳನ್ನು ಈಡೇರಿಸಲು ನಮ್ಮ ಸರ್ಕಾರ ನಿರಂತರವಾಗಿ ಕೆಲಸ ಮಾಡುತ್ತಿದೆ. ಬಡವರ, ದಲಿತರ, ಮಹಿಳೆಯರ ಸಶಕ್ತೀಕರಣಕ್ಕೆ ಹಲವು ಯೋಜನೆಗಳನ್ನು ಜಾರಿಗೆ ತಂದಿದೆ ಎಂದು ವಿವರಿಸಿದ್ದಾರೆ. (133, 1223, 235, 1313)
lead-text-left (295, 373, 477, 866)
paragraph: ದೇಶದಲ್ಲಿ ಸಂವಿಧಾನಕ್ಕೆ ವಿರೋಧವಾಗಿ ನಡೆದುಕೊಳ್ಳುವ ಮನುವಾದಿ ಶಕ್ತಿಗಳನ್ನು ಜನರು ಗುರುತಿಸಬೇಕು ಎಂದು ಅವರು ಕರೆ ನೀಡಿದರು. (710, 872, 852, 909)
box-bullet-list (495, 415, 685, 853)
story-whatsapp-rahul (23, 766, 279, 914)
story-certificates (1239, 238, 1392, 453)
swamiji-photo (1023, 584, 1216, 715)
page-count: ಪುಟ : 6 (1392, 214, 1422, 226)
story-seniority-list (1239, 468, 1392, 625)
bottom-grid (23, 1042, 1485, 1444)
publisher-line: SUDDIMOOLA PUBLISHERS INDIA LIMITED (342, 35, 540, 45)
planetarium-van-photo (23, 517, 279, 648)
photo-table (711, 401, 1222, 440)
cheque-handover-photo (862, 809, 1222, 980)
cricket-photo (1107, 41, 1460, 189)
list-item: ಒಂದು ಕಡೆ ಸಿದ್ದರಾಮಯ್ಯ ಅವರನ್ನೇ ಮುಂದುವರಿಸಿದರೆ ರಾಹುಲ್‌ಗಾಂಧಿ, ಮಲ್ಲಿಕಾರ್ಜುನ್ ಖರ್ಗೆ, ಸಿದ್ದರಾಮಯ್ಯ, ಮತ್ತೂ ಡಿ.ಕೆ.ಶಿವಕುಮಾರ್ ಸೇರಿದಂತೆ ಅದರ ಬಳಿಕ ಬಂಧುವ್ವ ಆಗುತ್ತಲ್ಲಿಲ್ಲ. ಇದರಿಂದ ಪಕ್ಷಕ್ಕೆ ಆದಾಯ ಬರದಲ್ಲಿ ಎಂಬ ಅಂಶವೂ ಮುಖ್ಯವಾಗಿದೆ. (495, 758, 685, 809)
story-pocso-murugha (710, 522, 1222, 721)
photo-person (804, 1100, 839, 1152)
photo-player (1129, 109, 1148, 171)
column-3 (710, 238, 1222, 1025)
paragraph: ಡಾ.ಬಿ.ಆರ್.ಅಂಬೇಡ್ಕರ್ ಭವನದಲ್ಲಿ ಆಯೋಜಿಸಿದ್ದ ಸಂವಿಧಾನ ದಿನಾಚರಣೆ - 2025 ಕಾರ್ಯಕ್ರಮವನ್ನು ಮುಖ್ಯಮಂತ್ರಿ ಸಿದ್ದರಾಮಯ್ಯ ಉದ್ಘಾಟಿಸಿದರು. (710, 827, 852, 864)
text-col (353, 1136, 456, 1339)
photo-person (546, 1100, 581, 1152)
paragraph: ಎರಡು ವರ್ಷಗಳಲ್ಲಿ ಪಕ್ಷದ ಹಿತ ಮತ್ತು 2028ರ ವಿಧಾನಸಭೆ ಚುನಾವಣೆಯ ದೃಷ್ಟಿಯಿಂದ ಯಾವ ನಿರ್ಧಾರ ಸೂಕ್ತ ಎಂಬ ಬಗ್ಗೆ ನಾಯಕರ ನಡುವೆ ಚರ್ಚೆ ನಡೆಯುತ್ತಿದೆ. (1103, 1217, 1486, 1240)
masthead-tagline: ಮನ - ಮನೆಯ ದಿನಪತ್ರಿಕೆ (23, 121, 102, 132)
photo-person (971, 348, 1007, 401)
photo-person (891, 893, 926, 945)
photo-player (1322, 109, 1342, 171)
column-1 (23, 238, 279, 1025)
city-raichur: ರಾಯಚೂರು (394, 214, 436, 226)
box-title: ಉಳಿಸುವ - ಇಳಿಸುವ ಸತ್ಯ ಮಾತ್ರ (328, 559, 444, 572)
photo-person (889, 1100, 925, 1152)
photo-person (632, 1100, 667, 1152)
headline: ಇಂದು ಅಥವಾ ನಾಳೆ ಕರ್ನಾಟಕ ಗೊಂದಲ ಪರಿಹಾರ : ಪ್ರಿಯಾಂಕ್ ಖರ್ಗೆ (23, 240, 241, 279)
box-title: ಹೈಕಮಾಂಡ್ ವಿಚಾರಗಳೇನು? (511, 379, 578, 410)
paragraph: ಸಾಕ್ಷ್ಯಾಧಾರಗಳ ಕೊರತೆ ಹಿನ್ನೆಲೆಯಲ್ಲಿ ಮುರುಘಾ ಮಠದ ಶ್ರೀಗಳಾದ ಶಿವಮೂರ್ತಿ ಮುರುಘಾ ಶರಣರನ್ನು ಪೋಕ್ಸೋ ಪ್ರಕರಣದಲ್ಲಿ ನ್ಯಾಯಾಲಯ ಖುಲಾಸೆ ಮಾಡಿದೆ. (716, 601, 864, 652)
story-constitution-day-cm (710, 736, 1222, 1025)
story-industrial-corridor (472, 1276, 768, 1444)
whatsapp-icon (188, 828, 256, 897)
continue-link[interactable]: ➤ 2ನೇ ಪುಟಕ್ಕೆ (1353, 443, 1392, 452)
headline: ಶಾಲೆ ಆಂಗಳದಲ್ಲಿ ತಾರಾಲಯ ಯೋಜನೆಗೆ ಇಂದು ಸಿಎಂ ಚಾಲನೆ (23, 472, 245, 511)
subnote-title: ಮುಂದಿನ ಚುನಾವಣೆ ಚಿಂತನೆ (1103, 1200, 1190, 1212)
list-item: ಸದ್ಯ ಕರ್ನಾಟಕ ರಾಜಕೀಯ ಪರಿಸ್ಥಿತಿಯಲ್ಲಿ ಯಾವುದೇ ಬದಲಾವಣೆ ಮಾಡಿದರೂ ಪಕ್ಷದ ಒಳಗೆ ಅಸಮಾಧಾನ ಸ್ಫೋಟಗೊಳ್ಳುವ ಅಪಾಯವಿದೆ ಎಂಬುದು ಹೈಕಮಾಂಡ್‌ಗೆ ಅರಿವಾಗಿದೆ. ಈ ಹಿನ್ನೆಲೆ ವಿಳಂಬನೀತಿ ಮೆತ್ತಿ ಮಾಡಿಕೊಂಡಿದೆ. ಹಾಗಾಗಿ ಮೂರು ಸಮುದಾಯಗಳಿಗೆ ಕಾಂಗ್ರೆಸ್ ಅನಿವಾರ್ಯವಾಗಿದೆ. ಎಂದೇ ಎಂದು ಕಾಂಗ್ರೆಸ್ ಪರ ಇರುತ್ತದೆ. (495, 415, 685, 531)
byline: ಸುದ್ದಿಮೂಲ ವಾರ್ತೆ ನವದೆಹಲಿ, ನ.26: (23, 1123, 130, 1133)
paragraph: ಬಾಬಾ ಸಾಹೇಬ್ ಅಂಬೇಡ್ಕರ್ ಅವರ ಚಿಂತನೆಗಳೇ ನಮ್ಮ ಮಾರ್ಗದರ್ಶಿ. ಅವರ ಕನಸಿನ ಭಾರತ ನಿರ್ಮಾಣಕ್ಕೆ ಎಲ್ಲರೂ ಕೈಜೋಡಿಸಬೇಕು ಎಂದು ಮೋದಿ ಹೇಳಿದ್ದಾರೆ. (353, 1137, 455, 1201)
byline-agency: ಸುದ್ದಿಮೂಲ ವಾರ್ತೆ (23, 294, 76, 304)
byline: ಸುದ್ದಿಮೂಲ ವಾರ್ತೆ ಬೆಂಗಳೂರು, ನ.26: (710, 449, 822, 460)
kicker: ಸಂವಿಧಾನ ದಿನದ ದಿನದ ಹಿನ್ನೆಲೆಯಲ್ಲಿ ಭಾರತೀಯರಿಗೆ ಪತ್ರ ಬರೆದ ಪ್ರಧಾನಿ (23, 1042, 267, 1055)
main-grid (23, 238, 1485, 1025)
paragraph: ಈ ಬಗ್ಗೆ ರಾಷ್ಟ್ರೀಯ ನಾಯಕರು ಸೂಕ್ತ ಸಮಯದಲ್ಲಿ ಸ್ಪಷ್ಟನೆ ನೀಡುತ್ತಾರೆ. ಅಲ್ಲಿಯವರೆಗೆ ಯಾವುದೇ ಊಹಾಪೋಹಗಳಿಗೆ ಅವಕಾಶ ಇಲ್ಲ ಎಂದು ಅವರು ಸ್ಪಷ್ಟಪಡಿಸಿದರು. (23, 416, 279, 440)
story-modi-letter (23, 1042, 455, 1444)
continue-link[interactable]: ➤ 2ನೇ ಪುಟಕ್ಕೆ (429, 658, 469, 667)
issue-label: ಸಂಚಿಕೆ : 221 (87, 214, 136, 226)
headline: ಕಲ್ಯಾಣ ಕರ್ನಾಟಕ ವೃಂದಕ್ಕೆ ಜೇಷ್ಠತಾ ಪಟ್ಟಿ ತಯಾರಿಸಲು ಪ್ರಿಯಾಂಕ್ ಸೂಚನೆ (728, 257, 1204, 280)
price: ರೂ. : 4.00 (1436, 214, 1481, 226)
